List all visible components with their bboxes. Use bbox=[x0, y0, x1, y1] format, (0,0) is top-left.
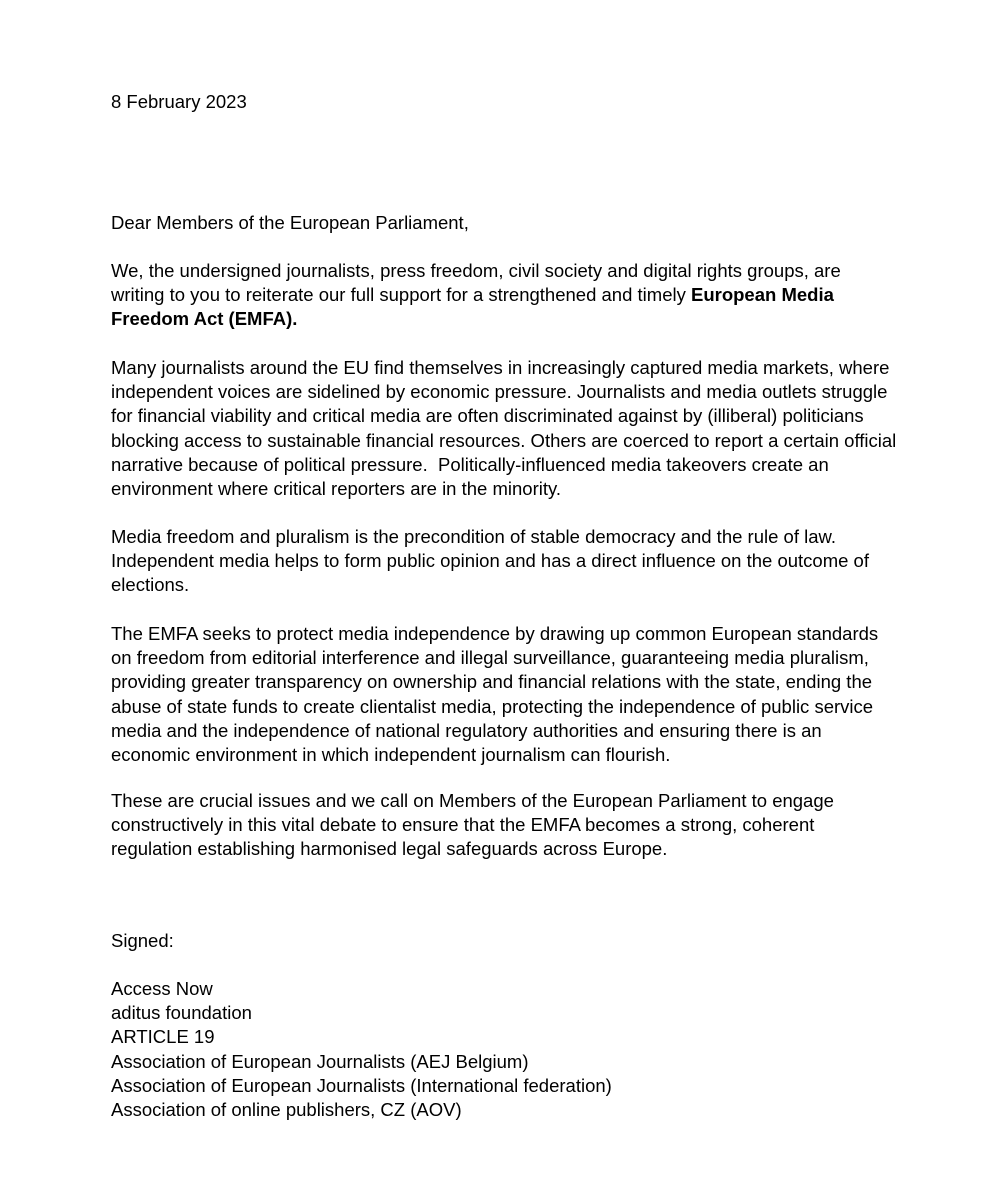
paragraph-pluralism bbox=[111, 525, 901, 598]
paragraph-captured-markets bbox=[111, 356, 901, 501]
signatory-item: Association of European Journalists (AEJ Belgium) bbox=[111, 1050, 529, 1072]
paragraph-line: Independent media helps to form public opinion and has a direct influence on the outcome of bbox=[111, 550, 869, 572]
paragraph-line: We, the undersigned journalists, press freedom, civil society and digital rights groups, are bbox=[111, 260, 841, 281]
signatory-item: aditus foundation bbox=[111, 1002, 252, 1024]
emfa-title-bold: European Media bbox=[690, 284, 834, 306]
paragraph-line: environment where critical reporters are in the minority. bbox=[111, 478, 561, 500]
paragraph-emfa-goals bbox=[111, 622, 901, 767]
paragraph-line: Many journalists around the EU find themselves in increasingly captured media markets, where bbox=[111, 357, 890, 378]
paragraph-line: These are crucial issues and we call on Members of the European Parliament to engage bbox=[111, 790, 834, 811]
paragraph-line: constructively in this vital debate to ensure that the EMFA becomes a strong, coherent bbox=[111, 814, 815, 836]
paragraph-line: narrative because of political pressure. Politically-influenced media takeovers create an bbox=[111, 453, 829, 475]
paragraph-line: writing to you to reiterate our full support for a strengthened and timely European Media bbox=[111, 284, 834, 306]
paragraph-call-to-action bbox=[111, 789, 901, 862]
paragraph-line: economic environment in which independent journalism can flourish. bbox=[111, 744, 671, 766]
emfa-title-bold: Freedom Act (EMFA). bbox=[111, 308, 298, 330]
paragraph-line: on freedom from editorial interference and illegal surveillance, guaranteeing media pluralism, bbox=[111, 647, 869, 669]
signed-label: Signed: bbox=[111, 930, 174, 951]
signatory-item: Association of European Journalists (International federation) bbox=[111, 1074, 612, 1096]
paragraph-line: The EMFA seeks to protect media independence by drawing up common European standards bbox=[111, 623, 879, 644]
paragraph-line: elections. bbox=[111, 574, 190, 596]
signatory-item: ARTICLE 19 bbox=[111, 1026, 215, 1048]
signatory-list bbox=[111, 977, 901, 1122]
signatory-item: Association of online publishers, CZ (AOV) bbox=[111, 1099, 462, 1121]
letter-date: 8 February 2023 bbox=[111, 91, 247, 112]
paragraph-line: abuse of state funds to create clientalist media, protecting the independence of public service bbox=[111, 695, 874, 717]
paragraph-line bbox=[111, 307, 901, 331]
paragraph-line: independent voices are sidelined by economic pressure. Journalists and media outlets struggle bbox=[111, 381, 888, 403]
paragraph-intro bbox=[111, 259, 901, 332]
signatory-item: Access Now bbox=[111, 978, 213, 999]
paragraph-line: regulation establishing harmonised legal safeguards across Europe. bbox=[111, 838, 668, 860]
paragraph-line: media and the independence of national regulatory authorities and ensuring there is an bbox=[111, 719, 822, 741]
salutation: Dear Members of the European Parliament, bbox=[111, 212, 469, 233]
paragraph-line: blocking access to sustainable financial resources. Others are coerced to report a certain official bbox=[111, 429, 897, 451]
paragraph-line: providing greater transparency on ownership and financial relations with the state, ending the bbox=[111, 671, 873, 693]
paragraph-line: for financial viability and critical media are often discriminated against by (illiberal) politicians bbox=[111, 405, 864, 427]
paragraph-line: Media freedom and pluralism is the precondition of stable democracy and the rule of law. bbox=[111, 526, 836, 547]
